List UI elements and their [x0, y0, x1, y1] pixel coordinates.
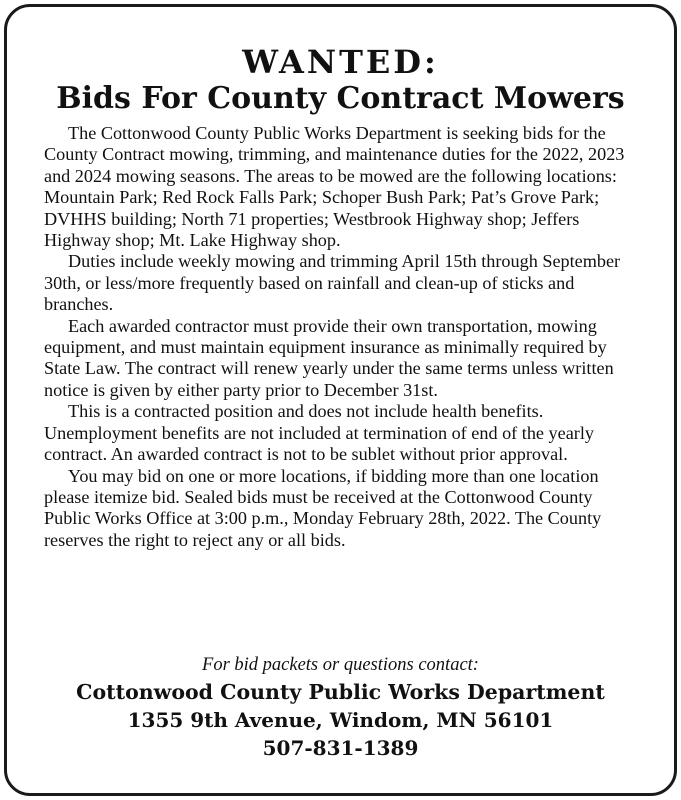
paragraph-duties: Duties include weekly mowing and trimming April 15th through September 30th, or less/more frequently based on rainfall and clean-up of sticks and branches.	[44, 251, 621, 315]
contact-address: 1355 9th Avenue, Windom, MN 56101	[127, 708, 554, 732]
contact-prompt: For bid packets or questions contact:	[202, 655, 479, 675]
paragraph-bidding: You may bid on one or more locations, if bidding more than one location please itemize bid. Sealed bids must be received at the Cottonwood County Public Works Office at 3:00 p.m., Monday February 28th, 2022. The County reserves the right to reject any or all bids.	[44, 465, 602, 550]
notice-heading: WANTED:	[242, 43, 439, 81]
paragraph-requirements: Each awarded contractor must provide their own transportation, mowing equipment, and must maintain equipment insurance as minimally required by State Law. The contract will renew yearly under the same terms unless written notice is given by either party prior to December 31st.	[44, 315, 614, 400]
notice-body	[44, 123, 638, 551]
notice-subheading: Bids For County Contract Mowers	[56, 81, 625, 116]
paragraph-scope: The Cottonwood County Public Works Department is seeking bids for the County Contract mowing, trimming, and maintenance duties for the 2022, 2023 and 2024 mowing seasons. The areas to be mowed are the following locations: Mountain Park; Red Rock Falls Park; Schoper Bush Park; Pat’s Grove Park; DVHHS building; North 71 properties; Westbrook Highway shop; Jeffers Highway shop; Mt. Lake Highway shop.	[44, 123, 625, 251]
contact-department: Cottonwood County Public Works Department	[76, 680, 605, 704]
contact-phone: 507-831-1389	[262, 736, 419, 760]
paragraph-benefits: This is a contracted position and does not include health benefits. Unemployment benefits are not included at termination of end of the yearly contract. An awarded contract is not to be sublet without prior approval.	[44, 401, 594, 465]
